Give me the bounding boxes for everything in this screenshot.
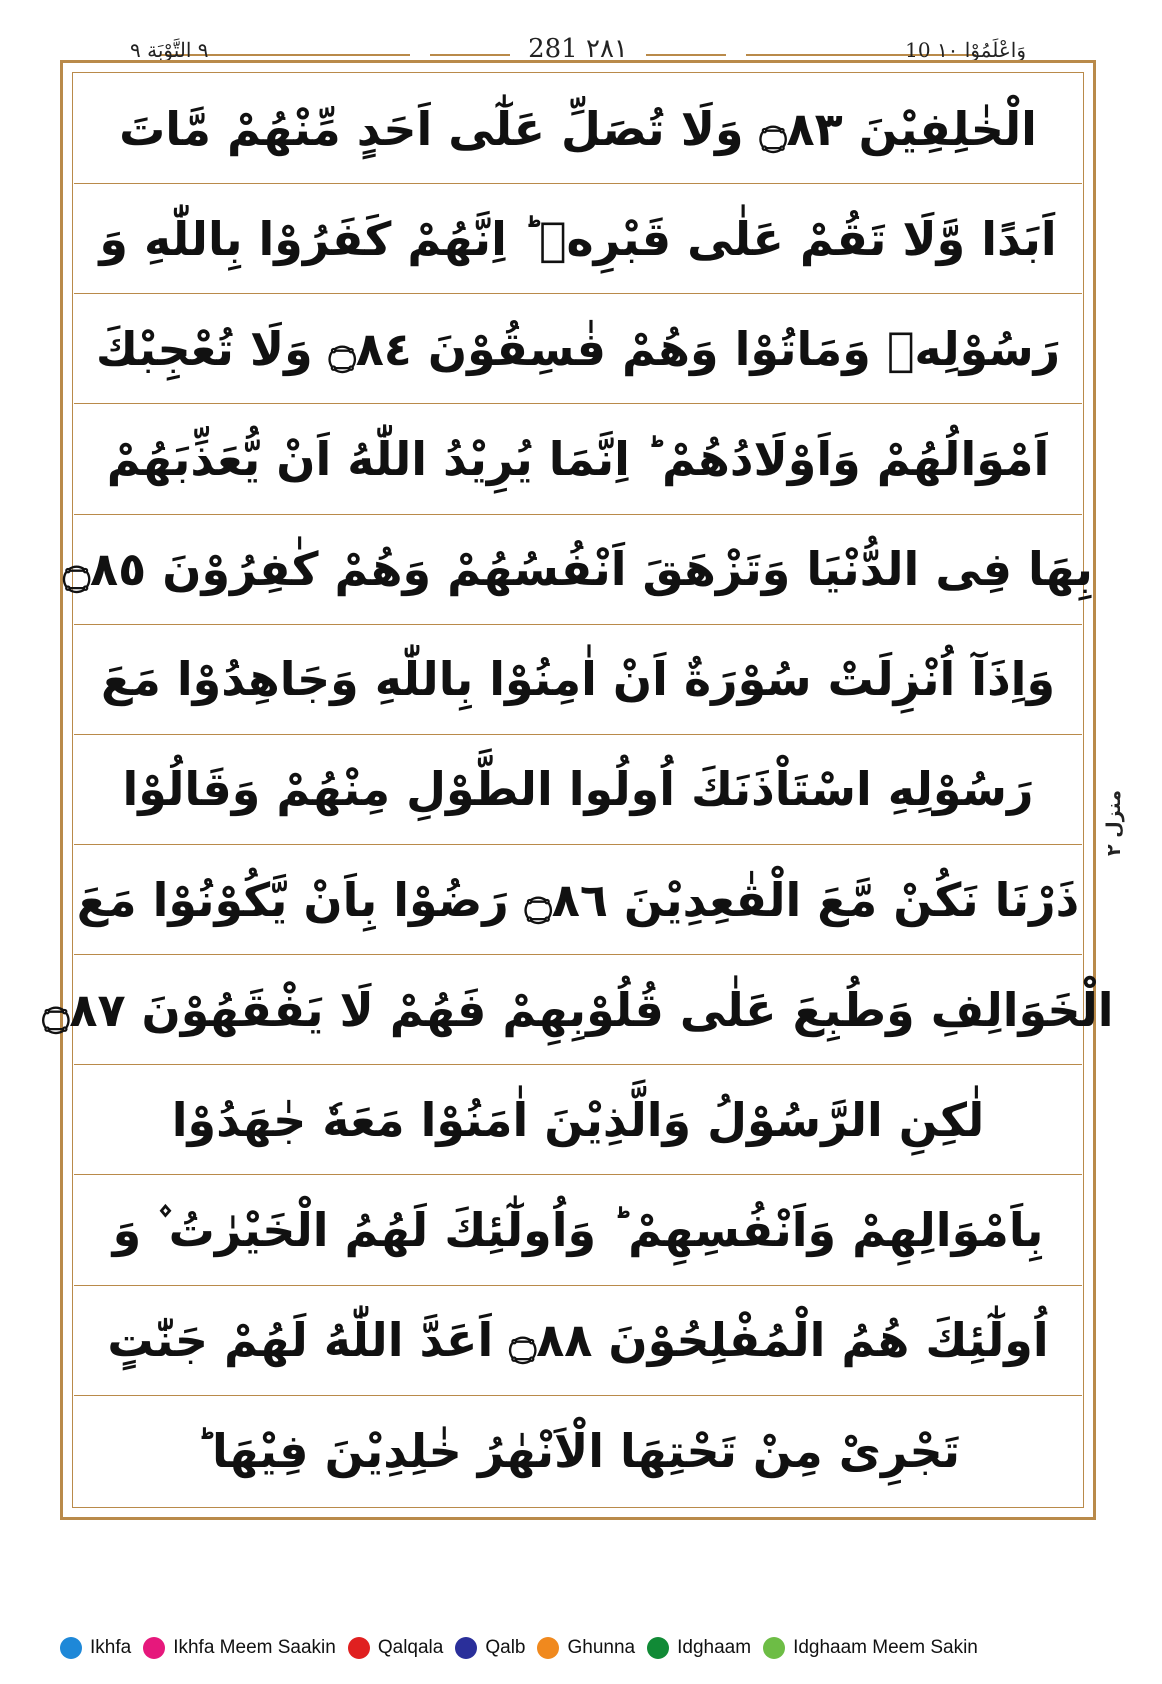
text-line — [74, 625, 1082, 735]
ayah-line-9: الْخَوَالِفِ وَطُبِعَ عَلٰى قُلُوْبِهِمْ فَهُمْ لَا يَفْقَهُوْنَ ۝٨٧ — [42, 982, 1114, 1037]
ayah-line-7: رَسُوْلِهِ اسْتَاْذَنَكَ اُولُوا الطَّوْلِ مِنْهُمْ وَقَالُوْا — [122, 762, 1034, 817]
text-line — [63, 515, 1093, 625]
text-line — [74, 404, 1082, 514]
tajweed-legend — [60, 1628, 1120, 1668]
idghaam-color-dot — [647, 1637, 669, 1659]
ayah-line-3: رَسُوْلِهٖ وَمَاتُوْا وَهُمْ فٰسِقُوْنَ ۝٨٤ وَلَا تُعْجِبْكَ — [95, 321, 1061, 376]
ayah-line-6: وَاِذَآ اُنْزِلَتْ سُوْرَةٌ اَنْ اٰمِنُوْا بِاللّٰهِ وَجَاهِدُوْا مَعَ — [100, 652, 1056, 707]
legend-item-ghunna — [537, 1637, 635, 1659]
legend-item-qalqala — [348, 1637, 444, 1659]
surah-name: ٩ التَّوْبَة ٩ — [130, 38, 209, 62]
qalqala-color-dot — [348, 1637, 370, 1659]
ayah-line-8: ذَرْنَا نَكُنْ مَّعَ الْقٰعِدِيْنَ ۝٨٦ رَضُوْا بِاَنْ يَّكُوْنُوْا مَعَ — [76, 872, 1080, 927]
text-line — [74, 1286, 1082, 1396]
text-line — [74, 294, 1082, 404]
legend-label: Qalqala — [377, 1637, 444, 1658]
manzil-marker — [1092, 778, 1136, 868]
qalb-color-dot — [455, 1637, 477, 1659]
ayah-line-4: اَمْوَالُهُمْ وَاَوْلَادُهُمْ ؕ اِنَّمَا يُرِيْدُ اللّٰهُ اَنْ يُّعَذِّبَهُمْ — [106, 431, 1050, 486]
legend-label: Ghunna — [567, 1637, 636, 1658]
ikhfa-color-dot — [60, 1637, 82, 1659]
ayah-line-11: بِاَمْوَالِهِمْ وَاَنْفُسِهِمْ ؕ وَاُولٰٓئِكَ لَهُمُ الْخَيْرٰتُ ۫ وَ — [112, 1202, 1044, 1257]
text-line — [74, 74, 1082, 184]
ayah-line-1: الْخٰلِفِيْنَ ۝٨٣ وَلَا تُصَلِّ عَلٰٓى اَحَدٍ مِّنْهُمْ مَّاتَ — [119, 101, 1037, 156]
legend-label: Qalb — [485, 1637, 526, 1658]
idghaam-meem-sakin-color-dot — [763, 1637, 785, 1659]
text-line — [74, 1175, 1082, 1285]
page-number: 281 ٢٨١ — [528, 34, 628, 64]
juz-name: 10 وَاعْلَمُوْا ١٠ — [905, 38, 1026, 62]
text-line — [74, 1396, 1082, 1506]
ayah-line-2: اَبَدًا وَّلَا تَقُمْ عَلٰى قَبْرِهٖ ؕ اِنَّهُمْ كَفَرُوْا بِاللّٰهِ وَ — [99, 211, 1057, 266]
legend-label: Idghaam Meem Sakin — [793, 1637, 978, 1658]
text-line — [74, 1065, 1082, 1175]
manzil-label: منزل ٢ — [1103, 789, 1125, 857]
legend-item-ikhfa-meem-saakin — [143, 1637, 336, 1659]
legend-item-ikhfa — [60, 1637, 131, 1659]
legend-label: Ikhfa — [90, 1637, 132, 1658]
legend-label: Ikhfa Meem Saakin — [173, 1637, 336, 1658]
ghunna-color-dot — [537, 1637, 559, 1659]
ayah-line-5: بِهَا فِى الدُّنْيَا وَتَزْهَقَ اَنْفُسُهُمْ وَهُمْ كٰفِرُوْنَ ۝٨٥ — [63, 542, 1093, 597]
legend-label: Idghaam — [677, 1637, 752, 1658]
text-line — [74, 845, 1082, 955]
text-line — [74, 735, 1082, 845]
text-line — [74, 184, 1082, 294]
text-line — [42, 955, 1114, 1065]
legend-item-idghaam-meem-sakin — [763, 1637, 978, 1659]
ayah-line-10: لٰكِنِ الرَّسُوْلُ وَالَّذِيْنَ اٰمَنُوْا مَعَهٗ جٰهَدُوْا — [171, 1092, 985, 1147]
ikhfa-meem-saakin-color-dot — [143, 1637, 165, 1659]
legend-item-qalb — [455, 1637, 525, 1659]
legend-item-idghaam — [647, 1637, 751, 1659]
ayah-line-13: تَجْرِىْ مِنْ تَحْتِهَا الْاَنْهٰرُ خٰلِدِيْنَ فِيْهَا ؕ — [196, 1423, 960, 1478]
ayah-line-12: اُولٰٓئِكَ هُمُ الْمُفْلِحُوْنَ ۝٨٨ اَعَدَّ اللّٰهُ لَهُمْ جَنّٰتٍ — [107, 1313, 1049, 1368]
